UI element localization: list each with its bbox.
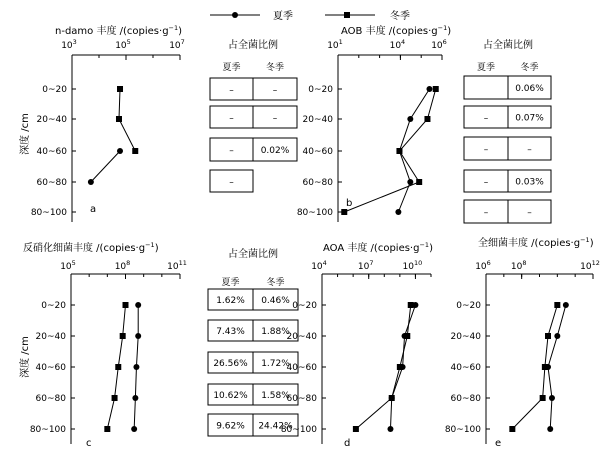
panel-a — [31, 24, 185, 222]
table-header-summer: 夏季 — [221, 278, 240, 288]
y-tick-label: 80~100 — [29, 425, 66, 435]
table-value-winter: 0.07% — [515, 113, 544, 124]
x-tick-label: $10^1$ — [327, 38, 343, 51]
table-row — [208, 384, 298, 405]
table-value-winter: – — [527, 145, 532, 155]
table-header-summer: 夏季 — [476, 63, 496, 73]
table-title: 占全菌比例 — [483, 40, 533, 51]
table-row — [464, 76, 551, 99]
data-point-square — [424, 116, 430, 122]
data-point-square — [404, 333, 410, 339]
table-header-winter: 冬季 — [265, 63, 285, 73]
table-value-winter: 1.88% — [261, 327, 290, 337]
data-point-square — [117, 86, 123, 92]
x-tick-label: $10^5$ — [115, 38, 131, 51]
panel-letter: e — [495, 438, 502, 449]
table-value-summer: – — [229, 177, 234, 188]
y-tick-label: 80~100 — [296, 208, 333, 218]
table-value-winter: 0.02% — [260, 146, 290, 156]
x-tick-label: $10^8$ — [114, 259, 131, 272]
y-tick-label: 20~40 — [35, 332, 66, 342]
y-tick-label: 80~100 — [444, 425, 481, 435]
data-point-square — [416, 179, 422, 185]
y-tick-label: 80~100 — [280, 425, 317, 435]
panel-title: AOB 丰度 $/(copies\cdot g^{-1})$ — [341, 24, 452, 37]
data-point-square — [408, 302, 414, 308]
table-value-winter: 0.46% — [261, 296, 290, 306]
y-tick-label: 40~60 — [302, 147, 333, 157]
table-row — [208, 352, 298, 373]
y-tick-label: 20~40 — [302, 115, 333, 125]
data-point-circle — [549, 395, 555, 401]
data-point-circle — [133, 364, 139, 370]
table-row — [464, 106, 551, 128]
data-point-circle — [135, 302, 141, 308]
table-value-summer: 1.62% — [216, 296, 245, 306]
x-tick-label: $10^4$ — [311, 259, 327, 272]
table-value-winter: 1.72% — [261, 359, 290, 369]
data-point-circle — [387, 426, 393, 432]
table-header-winter: 冬季 — [520, 63, 539, 73]
data-point-square — [433, 86, 439, 92]
x-tick-label: $10^6$ — [431, 38, 447, 51]
panel-title: 反硝化细菌丰度 $/(copies\cdot g^{-1})$ — [23, 241, 159, 254]
panel-letter: d — [344, 438, 351, 449]
table-value-summer: 10.62% — [213, 391, 248, 401]
table-value-summer: – — [483, 113, 489, 124]
data-point-square — [112, 395, 118, 401]
legend-marker-square — [344, 12, 350, 18]
y-tick-label: 0~20 — [308, 85, 333, 95]
panel-c — [23, 241, 187, 449]
y-tick-label: 40~60 — [450, 363, 481, 373]
series-line-夏季 — [91, 151, 120, 182]
table-row — [464, 137, 551, 160]
table-value-winter: 24.42% — [258, 421, 293, 432]
x-tick-label: $10^3$ — [61, 38, 77, 51]
table-value-summer: 26.56% — [213, 359, 248, 369]
data-point-square — [132, 148, 138, 154]
table-header-summer: 夏季 — [222, 63, 241, 73]
y-tick-label: 80~100 — [30, 208, 67, 218]
data-point-square — [341, 209, 347, 215]
x-tick-label: $10^6$ — [475, 259, 491, 272]
x-tick-label: $10^7$ — [169, 38, 185, 51]
y-tick-label: 20~40 — [286, 332, 317, 342]
y-tick-label: 60~80 — [302, 178, 333, 188]
table-row — [210, 138, 297, 161]
data-point-square — [509, 426, 515, 432]
table-value-winter: – — [527, 208, 532, 218]
panel-title: 全细菌丰度 $/(copies\cdot g^{-1})$ — [478, 236, 594, 249]
table-row — [210, 170, 253, 192]
table-value-winter: 0.03% — [515, 177, 544, 188]
x-tick-label: $10^{12}$ — [580, 259, 600, 272]
y-tick-label: 40~60 — [36, 147, 67, 157]
data-point-circle — [563, 302, 569, 308]
data-point-circle — [407, 179, 413, 185]
y-tick-label: 60~80 — [450, 394, 481, 404]
table-value-summer: – — [229, 85, 234, 96]
table-value-summer: – — [229, 146, 234, 156]
table-title: 占全菌比例 — [228, 249, 278, 260]
y-tick-label: 60~80 — [286, 394, 317, 404]
legend-marker-circle — [232, 12, 238, 18]
table-value-summer: – — [483, 208, 489, 218]
panel-b — [297, 24, 451, 222]
y-tick-label: 40~60 — [35, 363, 66, 373]
panels — [23, 24, 600, 449]
data-point-square — [115, 364, 121, 370]
depth-axis-label: 深度 /cm — [20, 113, 31, 155]
table-row — [208, 289, 298, 310]
legend-entry: 冬季 — [390, 11, 410, 22]
table-value-summer: – — [483, 145, 489, 155]
table-value-winter: – — [272, 113, 278, 124]
data-point-circle — [547, 426, 553, 432]
legend-entry: 夏季 — [273, 11, 293, 22]
data-point-circle — [88, 179, 94, 185]
depth-axis-label: 深度 /cm — [20, 336, 31, 378]
y-tick-label: 60~80 — [36, 178, 67, 188]
data-point-circle — [407, 116, 413, 122]
y-tick-label: 40~60 — [286, 363, 317, 373]
x-tick-label: $10^7$ — [357, 259, 374, 272]
table-value-winter: 1.58% — [261, 391, 290, 401]
panel-letter: b — [346, 198, 353, 209]
table-row — [464, 200, 551, 223]
ratio-table-c — [208, 247, 298, 436]
x-tick-label: $10^{11}$ — [167, 259, 187, 272]
table-row — [210, 106, 297, 128]
data-point-circle — [132, 395, 138, 401]
tables — [208, 38, 551, 436]
x-tick-label: $10^8$ — [510, 259, 527, 272]
y-tick-label: 60~80 — [35, 394, 66, 404]
data-point-square — [104, 426, 110, 432]
data-point-circle — [395, 209, 401, 215]
panel-letter: a — [90, 204, 97, 215]
data-point-square — [542, 364, 548, 370]
y-tick-label: 0~20 — [456, 301, 481, 311]
data-point-square — [396, 148, 402, 154]
y-tick-label: 20~40 — [36, 115, 67, 125]
x-tick-label: $10^5$ — [60, 259, 76, 272]
data-point-circle — [131, 426, 137, 432]
table-value-summer: – — [229, 113, 234, 124]
data-point-circle — [135, 333, 141, 339]
data-point-square — [120, 333, 126, 339]
data-point-circle — [426, 86, 432, 92]
y-tick-label: 0~20 — [292, 301, 317, 311]
table-value-winter: 0.06% — [515, 84, 544, 94]
data-point-square — [123, 302, 129, 308]
legend — [210, 9, 410, 22]
table-title: 占全菌比例 — [228, 40, 278, 51]
panel-letter: c — [86, 438, 92, 449]
data-point-square — [116, 116, 122, 122]
table-header-winter: 冬季 — [266, 278, 285, 288]
panel-title: AOA 丰度 $/(copies\cdot g^{-1})$ — [323, 241, 433, 254]
y-tick-label: 0~20 — [41, 301, 66, 311]
table-value-winter: – — [272, 85, 278, 96]
series-line-冬季 — [344, 89, 435, 212]
table-value-summer: 9.62% — [216, 421, 245, 432]
panel-title: n-damo 丰度 $/(copies\cdot g^{-1})$ — [55, 24, 183, 37]
table-row — [210, 78, 297, 100]
panel-e — [445, 236, 600, 449]
table-row — [464, 170, 551, 192]
data-point-square — [353, 426, 359, 432]
data-point-square — [397, 364, 403, 370]
ratio-table-a — [210, 38, 297, 192]
data-point-circle — [554, 333, 560, 339]
series-line-夏季 — [398, 89, 429, 212]
table-row — [208, 320, 298, 341]
data-point-square — [554, 302, 560, 308]
table-value-summer: 7.43% — [216, 327, 245, 337]
panel-d — [281, 241, 433, 449]
y-tick-label: 0~20 — [42, 85, 67, 95]
y-tick-label: 20~40 — [450, 332, 481, 342]
data-point-square — [545, 333, 551, 339]
ratio-table-b — [464, 38, 551, 223]
data-point-square — [389, 395, 395, 401]
data-point-square — [540, 395, 546, 401]
table-value-summer: – — [483, 177, 489, 188]
data-point-circle — [117, 148, 123, 154]
x-tick-label: $10^{10}$ — [402, 259, 423, 272]
x-tick-label: $10^4$ — [389, 38, 406, 51]
